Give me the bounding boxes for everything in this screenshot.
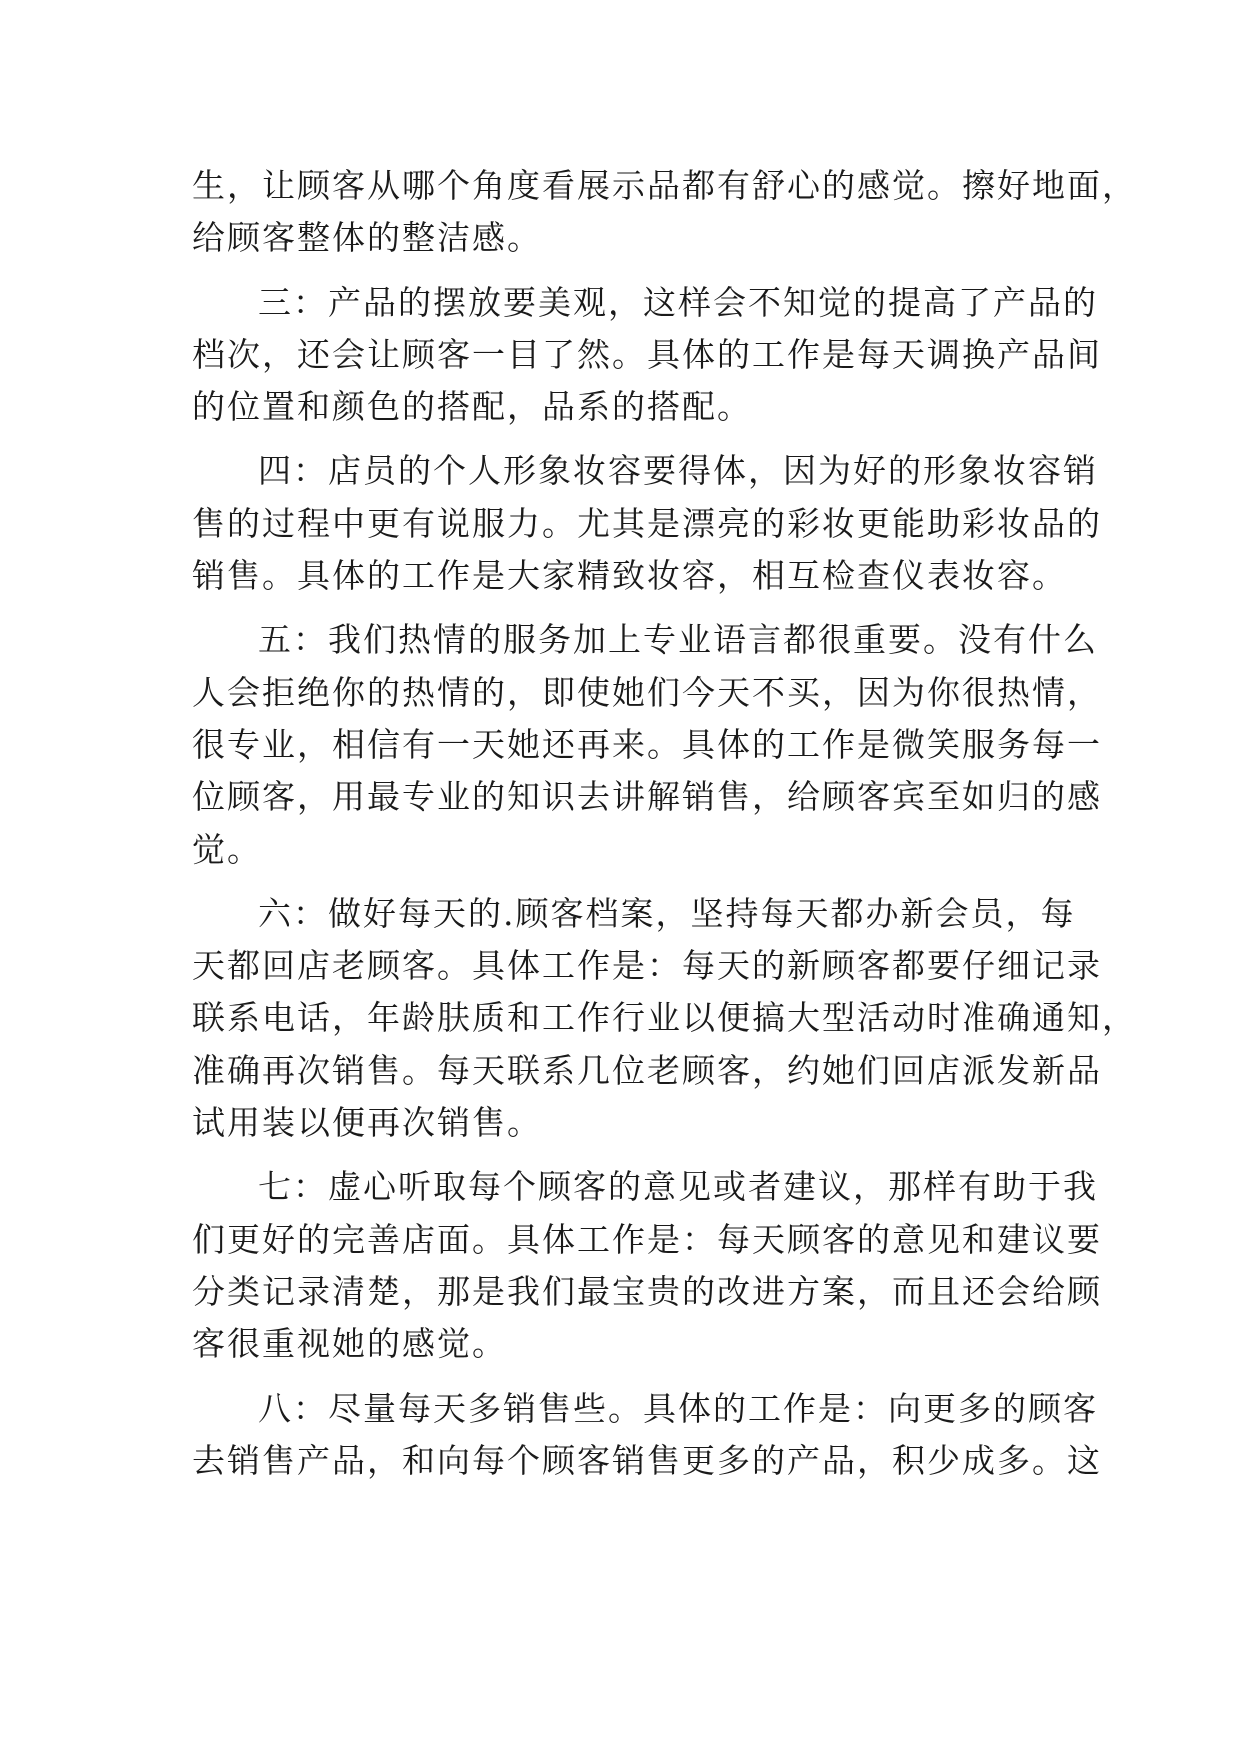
text-line: 天都回店老顾客。具体工作是：每天的新顾客都要仔细记录 — [192, 946, 1102, 986]
text-line: 们更好的完善店面。具体工作是：每天顾客的意见和建议要 — [192, 1219, 1102, 1259]
paragraph — [192, 888, 1137, 1149]
text-line: 生，让顾客从哪个角度看展示品都有舒心的感觉。擦好地面， — [192, 166, 1137, 205]
text-line: 准确再次销售。每天联系几位老顾客，约她们回店派发新品 — [192, 1050, 1102, 1090]
text-line: 七：虚心听取每个顾客的意见或者建议，那样有助于我 — [258, 1167, 1098, 1207]
paragraph — [192, 160, 1137, 265]
text-line: 五：我们热情的服务加上专业语言都很重要。没有什么 — [258, 620, 1098, 660]
text-line: 很专业，相信有一天她还再来。具体的工作是微笑服务每一 — [192, 724, 1102, 764]
document-body — [192, 160, 1137, 1487]
text-line: 分类记录清楚，那是我们最宝贵的改进方案，而且还会给顾 — [192, 1271, 1102, 1311]
paragraph — [192, 614, 1102, 875]
text-line: 销售。具体的工作是大家精致妆容，相互检查仪表妆容。 — [192, 556, 1067, 596]
paragraph — [192, 277, 1102, 434]
text-line: 八：尽量每天多销售些。具体的工作是：向更多的顾客 — [258, 1388, 1098, 1428]
text-line: 档次，还会让顾客一目了然。具体的工作是每天调换产品间 — [192, 334, 1102, 374]
text-line: 的位置和颜色的搭配，品系的搭配。 — [192, 387, 752, 427]
text-line: 六：做好每天的.顾客档案，坚持每天都办新会员，每 — [258, 893, 1076, 933]
paragraph — [192, 1383, 1102, 1488]
paragraph — [192, 445, 1102, 602]
paragraph — [192, 1161, 1102, 1370]
text-line: 位顾客，用最专业的知识去讲解销售，给顾客宾至如归的感 — [192, 777, 1102, 817]
text-line: 给顾客整体的整洁感。 — [192, 218, 542, 258]
text-line: 联系电话，年龄肤质和工作行业以便搞大型活动时准确通知， — [192, 998, 1137, 1038]
text-line: 客很重视她的感觉。 — [192, 1324, 507, 1364]
text-line: 觉。 — [192, 829, 262, 869]
text-line: 去销售产品，和向每个顾客销售更多的产品，积少成多。这 — [192, 1440, 1102, 1480]
text-line: 试用装以便再次销售。 — [192, 1103, 542, 1143]
text-line: 四：店员的个人形象妆容要得体，因为好的形象妆容销 — [258, 451, 1098, 491]
text-line: 售的过程中更有说服力。尤其是漂亮的彩妆更能助彩妆品的 — [192, 503, 1102, 543]
text-line: 人会拒绝你的热情的，即使她们今天不买，因为你很热情， — [192, 672, 1102, 712]
text-line: 三：产品的摆放要美观，这样会不知觉的提高了产品的 — [258, 282, 1098, 322]
